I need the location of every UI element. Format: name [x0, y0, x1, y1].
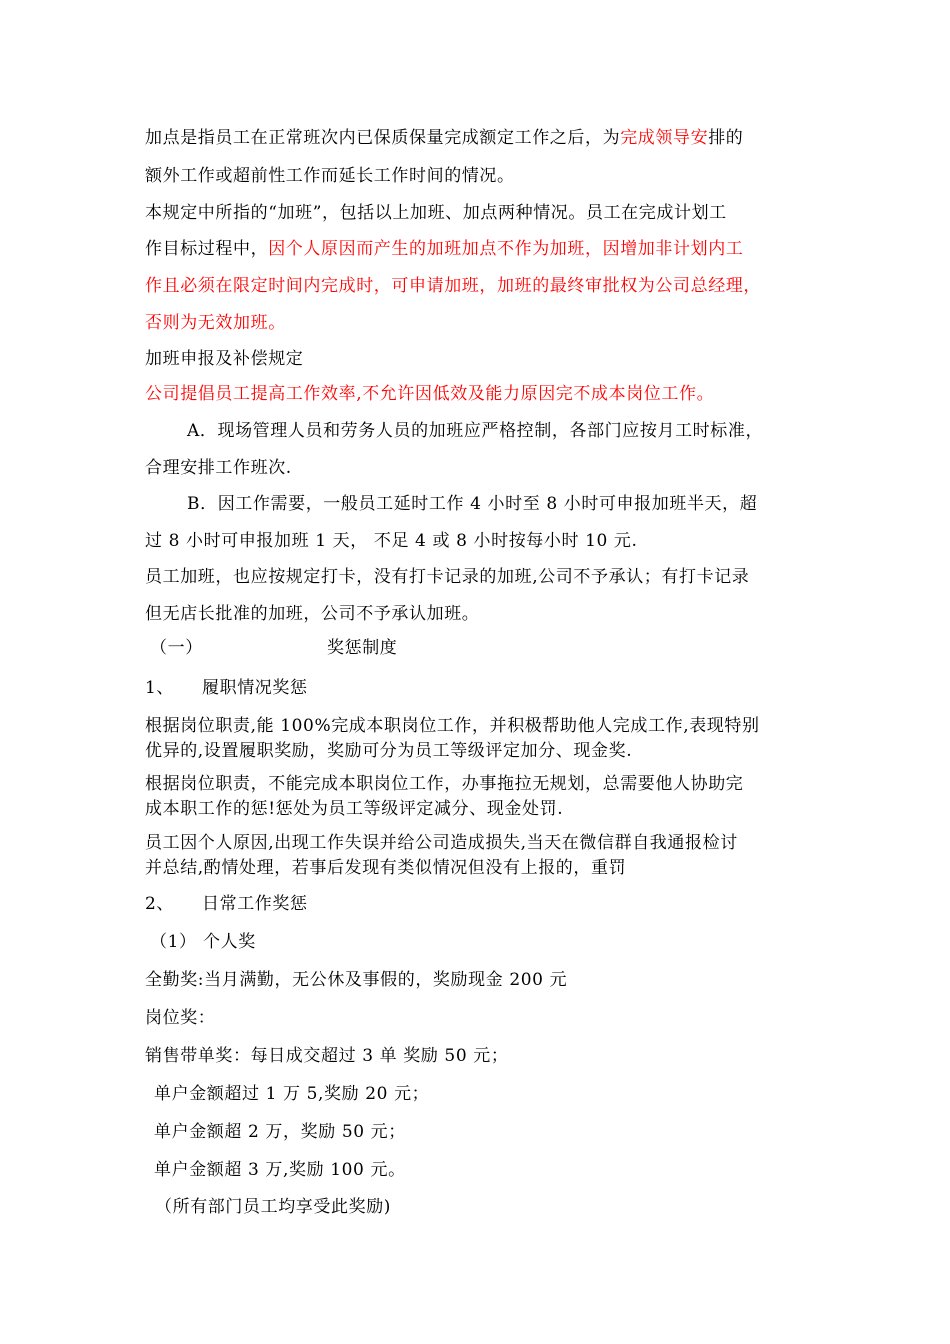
- efficiency-note: 公司提倡员工提高工作效率,不允许因低效及能力原因完不成本岗位工作。: [145, 384, 715, 404]
- sales-award: 销售带单奖：每日成交超过 3 单 奖励 50 元；: [145, 1046, 509, 1066]
- subsection-number: 1、: [145, 678, 175, 698]
- para-scope-line-4: 否则为无效加班。: [145, 313, 286, 333]
- subsection-heading-personal: [150, 931, 256, 953]
- para-overtime-definition-line-1: [145, 127, 743, 149]
- subsection-title: 日常工作奖惩: [202, 894, 308, 914]
- subsection-heading-daily: [145, 893, 308, 915]
- item-a-line-2: 合理安排工作班次.: [145, 458, 292, 478]
- penalty-para-line-2: 成本职工作的惩!惩处为员工等级评定减分、现金处罚.: [145, 799, 564, 819]
- item-b-line-2: 过 8 小时可申报加班 1 天， 不足 4 或 8 小时按每小时 10 元.: [145, 531, 638, 551]
- highlighted-text: 完成领导安: [620, 128, 709, 148]
- subsection-title: 个人奖: [203, 932, 256, 952]
- section-title: 奖惩制度: [327, 638, 398, 658]
- single-order-award-1: 单户金额超过 1 万 5,奖励 20 元；: [154, 1084, 430, 1104]
- single-order-award-2: 单户金额超 2 万，奖励 50 元；: [154, 1122, 406, 1142]
- subsection-number: （1）: [150, 932, 197, 952]
- text-segment: 加点是指员工在正常班次内已保质保量完成额定工作之后，为: [145, 128, 621, 148]
- item-b-line-1: B．因工作需要，一般员工延时工作 4 小时至 8 小时可申报加班半天，超: [187, 494, 758, 514]
- text-segment: 排的: [708, 128, 744, 148]
- subsection-title: 履职情况奖惩: [202, 678, 308, 698]
- subsection-number: 2、: [145, 894, 175, 914]
- post-award-heading: 岗位奖：: [145, 1008, 216, 1028]
- section-heading-rewards: [150, 637, 397, 659]
- highlighted-text: 因个人原因而产生的加班加点不作为加班，因增加非计划内工: [268, 239, 744, 259]
- para-scope-line-1: 本规定中所指的“加班”，包括以上加班、加点两种情况。员工在完成计划工: [145, 203, 727, 223]
- single-order-award-3: 单户金额超 3 万,奖励 100 元。: [154, 1160, 406, 1180]
- para-overtime-definition-line-2: 额外工作或超前性工作而延长工作时间的情况。: [145, 166, 515, 186]
- attendance-award: 全勤奖:当月满勤，无公休及事假的，奖励现金 200 元: [145, 970, 568, 990]
- clock-rule-line-2: 但无店长批准的加班，公司不予承认加班。: [145, 604, 480, 624]
- penalty-para-line-1: 根据岗位职责，不能完成本职岗位工作，办事拖拉无规划，总需要他人协助完: [145, 774, 744, 794]
- reward-para-line-1: 根据岗位职责,能 100%完成本职岗位工作，并积极帮助他人完成工作,表现特别: [145, 716, 760, 736]
- reward-para-line-2: 优异的,设置履职奖励，奖励可分为员工等级评定加分、现金奖.: [145, 741, 633, 761]
- subsection-heading-duty: [145, 677, 308, 699]
- heading-overtime-rules: 加班申报及补偿规定: [145, 349, 304, 369]
- text-segment: 作目标过程中，: [145, 239, 269, 259]
- section-number: （一）: [150, 638, 203, 658]
- item-a-line-1: A．现场管理人员和劳务人员的加班应严格控制，各部门应按月工时标准，: [187, 421, 764, 441]
- note-all-departments: （所有部门员工均享受此奖励): [155, 1197, 392, 1217]
- loss-para-line-1: 员工因个人原因,出现工作失误并给公司造成损失,当天在微信群自我通报检讨: [145, 833, 738, 853]
- clock-rule-line-1: 员工加班，也应按规定打卡，没有打卡记录的加班,公司不予承认；有打卡记录: [145, 567, 750, 587]
- para-scope-line-3: 作且必须在限定时间内完成时，可申请加班，加班的最终审批权为公司总经理，: [145, 276, 761, 296]
- para-scope-line-2: [145, 238, 743, 260]
- loss-para-line-2: 并总结,酌情处理，若事后发现有类似情况但没有上报的，重罚: [145, 858, 627, 878]
